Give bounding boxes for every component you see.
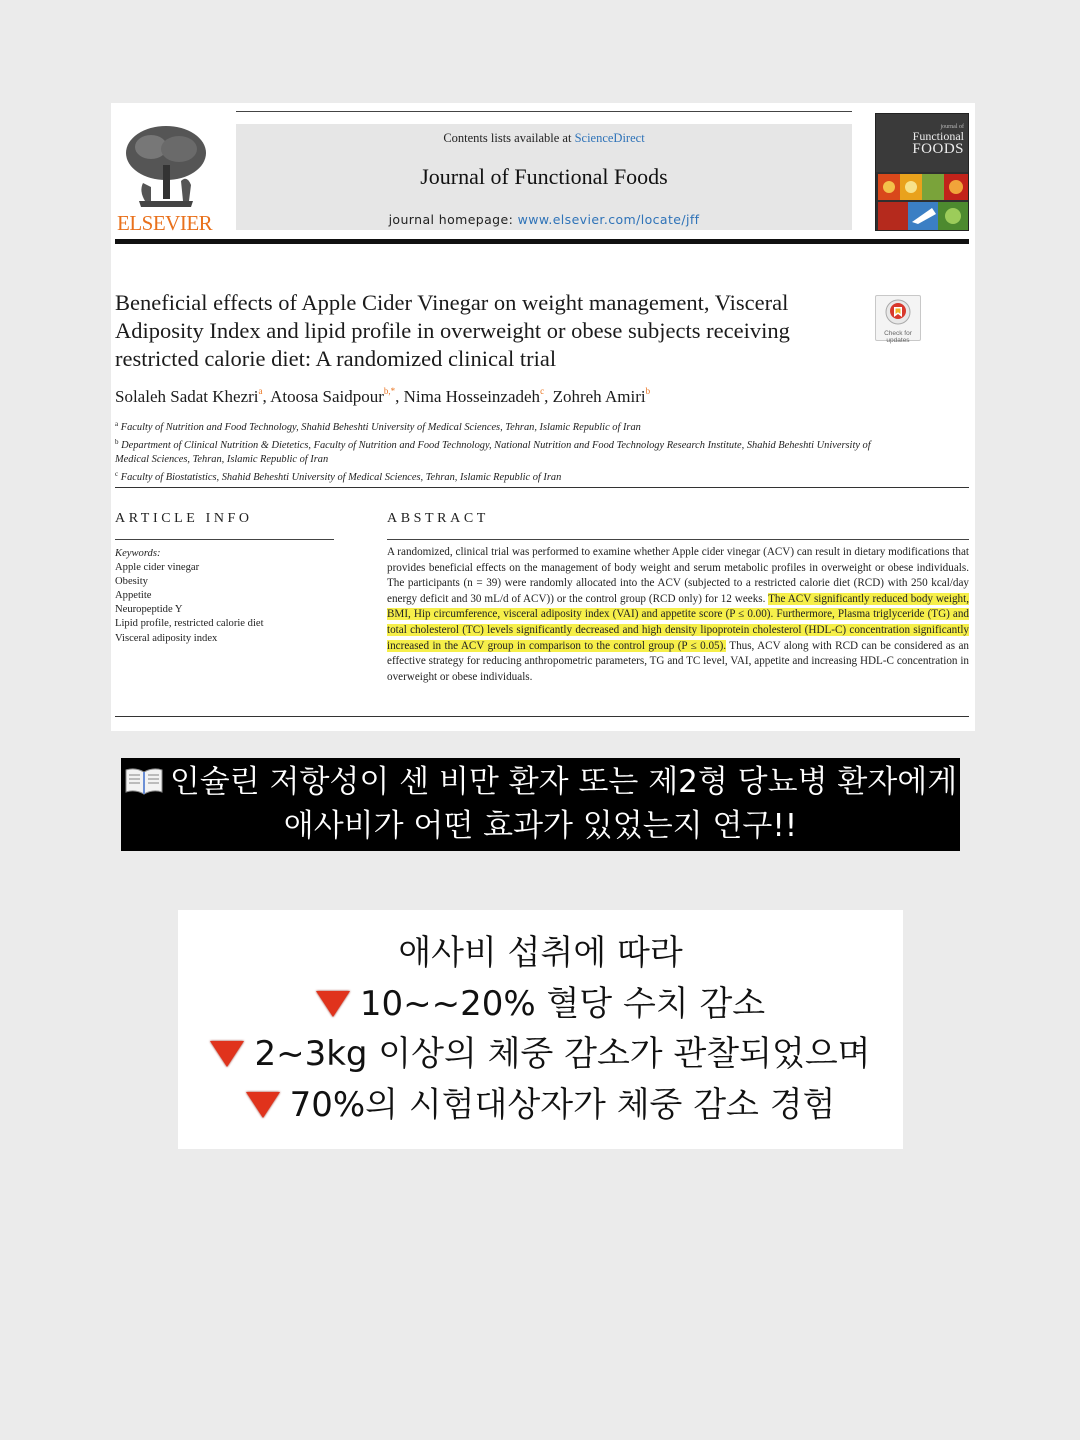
abstract-rule: [387, 539, 969, 540]
sciencedirect-link[interactable]: ScienceDirect: [574, 131, 645, 145]
affiliation: [115, 435, 875, 467]
keywords-label: Keywords:: [115, 548, 161, 559]
summary-point: [178, 979, 903, 1030]
keyword: Appetite: [115, 590, 152, 602]
author-name[interactable]: Atoosa Saidpour: [270, 387, 384, 406]
journal-cover: [875, 113, 969, 231]
author-affil-marker: b,*: [383, 386, 396, 396]
summary-point: [178, 1029, 903, 1080]
journal-header: [115, 111, 969, 237]
keyword: Lipid profile, restricted calorie diet: [115, 618, 264, 630]
abstract-part: A randomized, clinical trial was performed to examine whether Apple cider vinegar (ACV) can result in dietary modifications that provides beneficial effects on the management of body weight and serum metabolic profiles in overweight or obese individuals. The participants (n = 39) were randomly allocated into the ACV (subjected to a restricted calorie diet (RCD) with 250 kcal/day energy deficit and 30 mL/d of ACV)) or the control group (RCD only) for 12 weeks.: [387, 546, 969, 605]
abstract-highlight: The ACV significantly reduced body weight, BMI, Hip circumference, visceral adiposity index (VAI) and appetite score (P ≤ 0.00). Furthermore, Plasma triglyceride (TG) and total cholesterol (TC) levels significantly decreased and high density lipoprotein cholesterol (HDL-C) concentration significantly increased in the ACV group in comparison to the control group (P ≤ 0.05).: [387, 592, 969, 652]
homepage-link[interactable]: www.elsevier.com/locate/jff: [517, 212, 700, 227]
homepage-line: [236, 212, 852, 227]
open-book-icon: [124, 766, 164, 796]
keyword: Apple cider vinegar: [115, 562, 200, 574]
article-title: Beneficial effects of Apple Cider Vinegar on weight management, Visceral Adiposity Index and lipid profile in overweight or obese subjects receiving restricted calorie diet: A randomized clinical trial: [115, 290, 790, 371]
abstract-heading: ABSTRACT: [387, 511, 489, 526]
red-down-triangle-icon: [210, 1041, 244, 1067]
masthead-top-rule: [236, 111, 852, 112]
summary-card: [178, 910, 903, 1149]
affiliation: [115, 467, 875, 485]
masthead: [236, 124, 852, 230]
caption-line: [121, 760, 960, 804]
summary-point-text: 2~3kg 이상의 체중 감소가 관찰되었으며: [254, 1034, 871, 1074]
publisher-logo: [115, 123, 219, 235]
caption-line2: 애사비가 어떤 효과가 있었는지 연구!!: [283, 808, 798, 844]
author-separator: ,: [544, 387, 553, 406]
author-separator: ,: [262, 387, 271, 406]
affiliation-marker: b: [115, 438, 119, 446]
author-separator: ,: [395, 387, 404, 406]
summary-point-text: 70%의 시험대상자가 체중 감소 경험: [289, 1084, 836, 1125]
red-down-triangle-icon: [316, 991, 350, 1017]
red-down-triangle-icon: [246, 1092, 280, 1118]
affiliation-marker: c: [115, 470, 119, 478]
homepage-prefix: journal homepage:: [388, 212, 518, 227]
cover-small-text: journal of: [940, 124, 964, 130]
caption-line1: 인슐린 저항성이 센 비만 환자 또는 제2형 당뇨병 환자에게: [169, 764, 958, 800]
section-rule: [115, 716, 969, 717]
paper-screenshot: [111, 103, 975, 731]
check-for-updates-badge[interactable]: [875, 295, 921, 344]
author-name[interactable]: Zohreh Amiri: [552, 387, 646, 406]
caption-banner: [121, 758, 960, 851]
summary-heading: 애사비 섭취에 따라: [398, 933, 683, 973]
cover-title: [912, 124, 964, 157]
author-list: [115, 386, 650, 407]
author-affil-marker: b: [645, 386, 651, 396]
contents-prefix: Contents lists available at: [443, 131, 575, 145]
crossmark-icon: [885, 299, 911, 325]
keyword: Neuropeptide Y: [115, 604, 183, 616]
affiliation: [115, 417, 875, 435]
cover-art: [876, 172, 969, 231]
article-info-rule: [115, 539, 334, 540]
affiliation-text: Faculty of Nutrition and Food Technology, Shahid Beheshti University of Medical Sciences, Tehran, Islamic Republic of Iran: [120, 422, 641, 433]
journal-name: Journal of Functional Foods: [420, 164, 668, 189]
abstract-part: Thus, ACV along with RCD can be considered as an effective strategy for reducing anthropometric parameters, TG and TC level, VAI, appetite and increasing HDL-C concentration in overweight or obese individuals.: [387, 639, 969, 683]
affiliation-text: Department of Clinical Nutrition & Dietetics, Faculty of Nutrition and Food Technology, National Nutrition and Food Technology Research Institute, Shahid Beheshti University of Medical Sciences, Tehran, Islamic Republic of Iran: [115, 440, 871, 465]
author-affil-marker: a: [258, 386, 263, 396]
keyword: Visceral adiposity index: [115, 632, 218, 644]
crossmark-label-1: Check for: [884, 330, 912, 337]
keyword: Obesity: [115, 576, 148, 588]
affiliations: [115, 417, 875, 485]
author-name[interactable]: Solaleh Sadat Khezri: [115, 387, 259, 406]
section-rule: [115, 487, 969, 488]
contents-line: [236, 131, 852, 146]
abstract-text: [387, 545, 969, 685]
keywords-list: [115, 547, 337, 646]
summary-point: [178, 1080, 903, 1131]
affiliation-text: Faculty of Biostatistics, Shahid Beheshti University of Medical Sciences, Tehran, Islamic Republic of Iran: [120, 472, 562, 483]
header-thick-rule: [115, 239, 969, 244]
summary-point-text: 10~~20% 혈당 수치 감소: [359, 983, 766, 1024]
cover-title-line1: Functional: [912, 129, 964, 143]
author-name[interactable]: Nima Hosseinzadeh: [403, 387, 541, 406]
cover-title-line2: FOODS: [912, 141, 964, 157]
crossmark-label-2: updates: [886, 337, 910, 344]
elsevier-tree-icon: [121, 123, 211, 209]
affiliation-marker: a: [115, 420, 119, 428]
publisher-name: ELSEVIER: [117, 211, 213, 235]
article-info-heading: ARTICLE INFO: [115, 511, 253, 526]
author-affil-marker: c: [540, 386, 545, 396]
